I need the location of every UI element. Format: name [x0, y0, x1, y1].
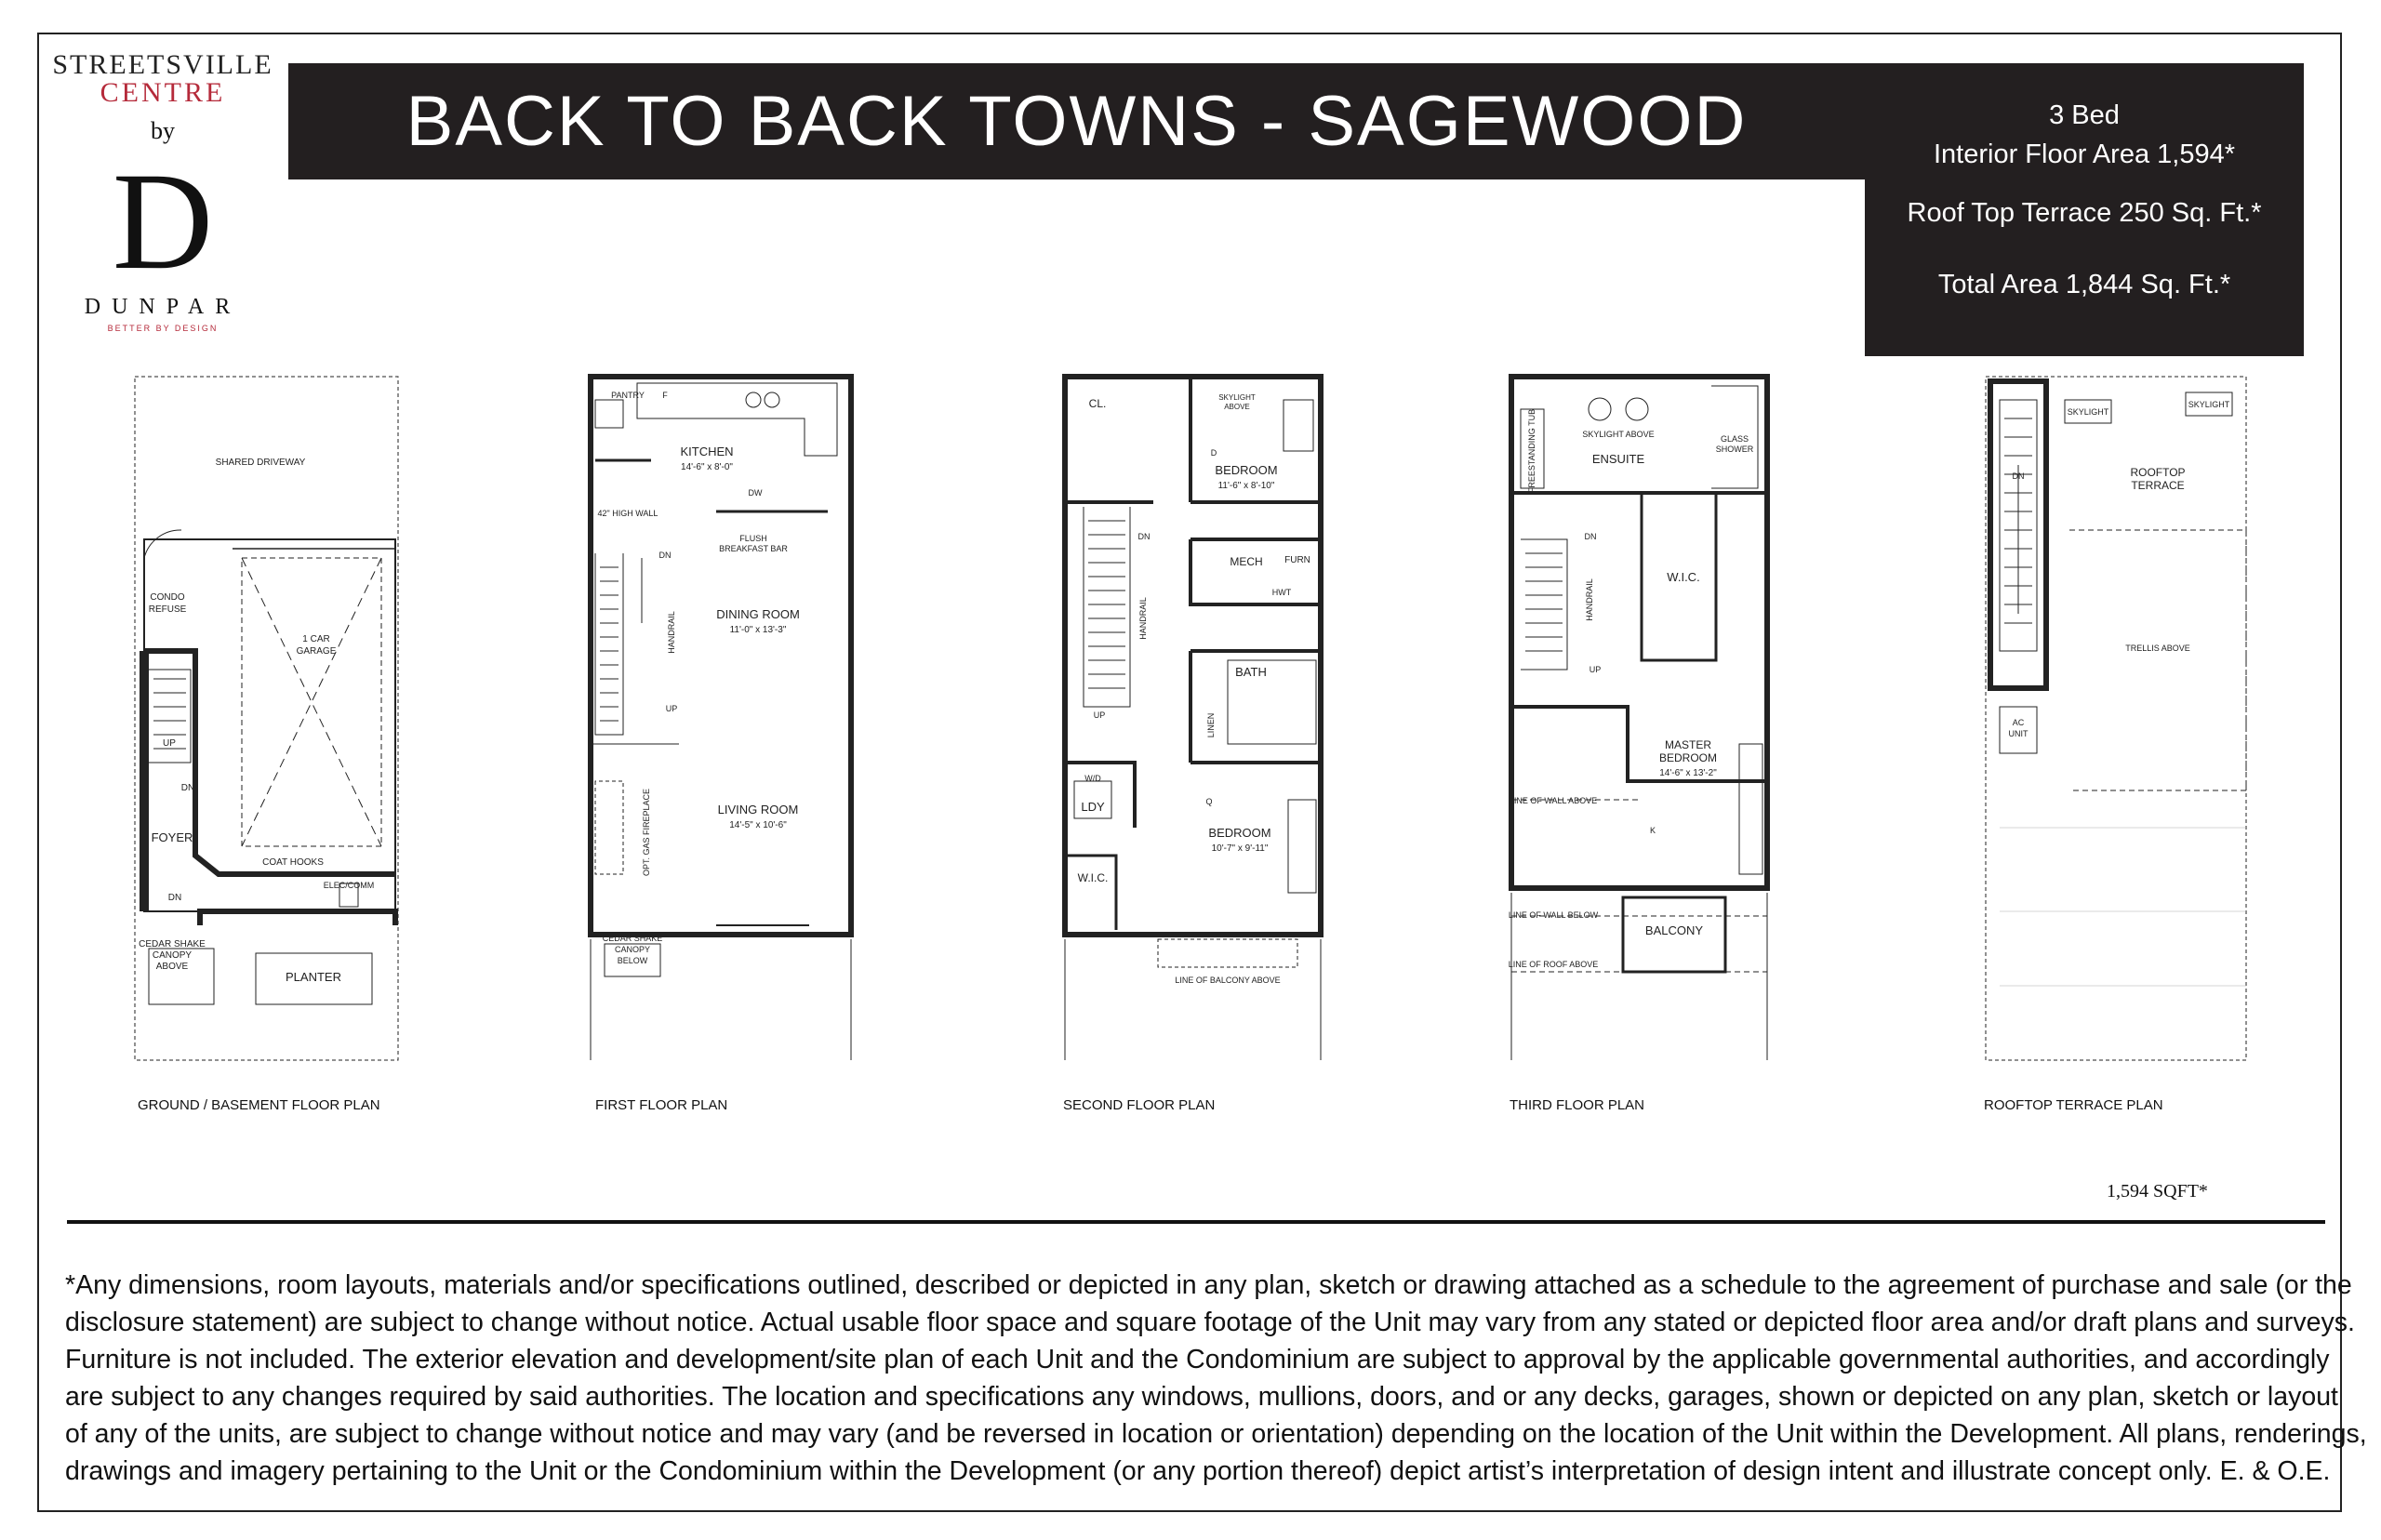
third-wic-label: W.I.C.	[1667, 570, 1700, 584]
hwt-label: HWT	[1271, 588, 1292, 597]
ac-unit-label-2: UNIT	[2008, 729, 2029, 738]
desk-label: D	[1210, 448, 1217, 458]
ground-up-label: UP	[163, 738, 176, 749]
second-handrail-label: HANDRAIL	[1138, 597, 1148, 640]
pantry-label: PANTRY	[611, 391, 645, 400]
second-up-label: UP	[1093, 710, 1106, 720]
disclaimer-line: Furniture is not included. The exterior elevation and development/site plan of each Unit and the Condominium are subject to approval by the applicable governmental authorities, and accordingly	[65, 1345, 2330, 1374]
condo-refuse-label-2: REFUSE	[148, 604, 187, 615]
roof-dn-label: DN	[2012, 471, 2025, 481]
planter-label: PLANTER	[286, 970, 341, 984]
flush-label: FLUSH	[739, 534, 767, 543]
disclaimer-line: *Any dimensions, room layouts, materials and/or specifications outlined, described or depicted in any plan, sketch or drawing attached as a schedule to the agreement of purchase and sale (or the	[65, 1270, 2352, 1300]
mech-label: MECH	[1230, 555, 1263, 568]
rooftop-terrace-plan	[1981, 372, 2260, 1069]
rooftop-terrace-label-1: ROOFTOP	[2130, 466, 2186, 479]
rooftop-terrace-label-2: TERRACE	[2131, 479, 2185, 492]
ground-floor-caption: GROUND / BASEMENT FLOOR PLAN	[138, 1097, 380, 1113]
disclaimer-line: drawings and imagery pertaining to the Unit or the Condominium within the Development (or any portion thereof) depict artist’s interpretation of design intent and illustrate concept only. E. & O.E.	[65, 1456, 2331, 1486]
washer-dryer-label: W/D	[1084, 774, 1101, 783]
bedroom2-label: BEDROOM	[1208, 826, 1271, 840]
ac-unit-label-1: AC	[2012, 718, 2025, 727]
logo-mark: D	[112, 144, 214, 299]
fireplace-label: OPT. GAS FIREPLACE	[642, 788, 651, 877]
roof-skylight-label-2: SKYLIGHT	[2188, 400, 2230, 409]
furnace-label: FURN	[1284, 555, 1310, 565]
disclaimer-line: are subject to any changes required by said authorities. The location and specifications any windows, mullions, doors, and or any decks, garages, shown or depicted on any plan, sketch or layout	[65, 1382, 2338, 1412]
cedar-label-1: CEDAR SHAKE	[139, 939, 206, 949]
breakfast-bar-label: BREAKFAST BAR	[719, 544, 788, 553]
logo-tagline: BETTER BY DESIGN	[107, 324, 219, 333]
logo-line1: STREETSVILLE	[52, 49, 273, 80]
dining-room-label: DINING ROOM	[716, 607, 800, 621]
cedar-label-2: CANOPY	[152, 950, 193, 961]
living-room-label: LIVING ROOM	[717, 803, 799, 816]
disclaimer-line: of any of the units, are subject to change without notice and may vary (and be reversed in location or orientation) depending on the location of the Unit within the Development. All plans, renderings,	[65, 1419, 2367, 1449]
rooftop-caption: ROOFTOP TERRACE PLAN	[1984, 1097, 2163, 1113]
master-bedroom-label-2: BEDROOM	[1658, 751, 1718, 764]
kitchen-label: KITCHEN	[680, 445, 734, 458]
disclaimer	[65, 1267, 2367, 1490]
wall-below-label: LINE OF WALL BELOW	[1508, 910, 1599, 920]
streetsville-dunpar-logo	[51, 51, 274, 349]
ground-floor-plan	[130, 372, 409, 1069]
wall-line-label: LINE OF WALL ABOVE	[1509, 796, 1598, 805]
bath-label: BATH	[1235, 665, 1267, 679]
total-area-stat: Total Area 1,844 Sq. Ft.*	[1937, 270, 2231, 299]
roof-skylight-label-1: SKYLIGHT	[2067, 407, 2109, 417]
page-title: BACK TO BACK TOWNS - SAGEWOOD	[406, 82, 1748, 161]
roof-terrace-stat: Roof Top Terrace 250 Sq. Ft.*	[1907, 198, 2262, 228]
king-bed-label: K	[1649, 826, 1656, 835]
logo-brand: DUNPAR	[84, 295, 242, 319]
laundry-label: LDY	[1081, 800, 1105, 814]
logo-line2: CENTRE	[100, 77, 226, 108]
third-floor-plan	[1507, 372, 1776, 1069]
trellis-label: TRELLIS ABOVE	[2125, 644, 2190, 653]
area-stats-box	[1865, 63, 2304, 356]
elec-comm-label: ELEC/COMM	[323, 881, 375, 890]
second-dn-label: DN	[1137, 532, 1151, 541]
third-skylight-label: SKYLIGHT ABOVE	[1582, 430, 1655, 439]
first-cedar-label-3: BELOW	[617, 956, 648, 965]
high-wall-label: 42" HIGH WALL	[597, 509, 658, 518]
balcony-label: BALCONY	[1644, 923, 1704, 937]
skylight-label-1: SKYLIGHT	[1218, 393, 1256, 402]
bedroom1-dim: 11'-6" x 8'-10"	[1217, 481, 1275, 491]
dishwasher-label: DW	[748, 488, 763, 498]
driveway-label: SHARED DRIVEWAY	[215, 458, 306, 468]
sqft-label: 1,594 SQFT*	[2107, 1181, 2208, 1201]
title-banner	[288, 63, 1865, 179]
fridge-label: F	[662, 391, 668, 400]
divider-rule	[67, 1220, 2325, 1224]
first-floor-caption: FIRST FLOOR PLAN	[595, 1097, 728, 1113]
first-cedar-label-1: CEDAR SHAKE	[602, 934, 663, 943]
interior-area-stat: Interior Floor Area 1,594*	[1933, 139, 2235, 169]
skylight-label-2: ABOVE	[1224, 403, 1250, 411]
second-floor-caption: SECOND FLOOR PLAN	[1063, 1097, 1216, 1113]
ground-dn2-label: DN	[167, 893, 182, 903]
garage-label-1: 1 CAR	[302, 634, 330, 644]
master-bedroom-dim: 14'-6" x 13'-2"	[1659, 768, 1717, 778]
bedroom2-dim: 10'-7" x 9'-11"	[1211, 843, 1269, 854]
third-up-label: UP	[1589, 665, 1602, 674]
first-dn-label: DN	[658, 551, 672, 560]
second-wic-label: W.I.C.	[1077, 871, 1109, 884]
living-room-dim: 14'-5" x 10'-6"	[729, 820, 787, 830]
beds-stat: 3 Bed	[2049, 100, 2120, 130]
kitchen-dim: 14'-6" x 8'-0"	[681, 462, 733, 472]
second-floor-plan	[1060, 372, 1330, 1069]
dining-room-dim: 11'-0" x 13'-3"	[729, 625, 787, 635]
third-handrail-label: HANDRAIL	[1585, 578, 1594, 621]
tub-label: FREESTANDING TUB	[1527, 408, 1536, 494]
first-cedar-label-2: CANOPY	[614, 945, 651, 954]
bedroom1-label: BEDROOM	[1215, 463, 1278, 477]
cedar-label-3: ABOVE	[155, 962, 189, 972]
roof-above-label: LINE OF ROOF ABOVE	[1508, 960, 1599, 969]
ground-dn-label: DN	[180, 783, 195, 793]
first-up-label: UP	[665, 704, 678, 713]
disclaimer-line: disclosure statement) are subject to change without notice. Actual usable floor space and square footage of the Unit may vary from any stated or depicted floor area and/or draft plans and surveys.	[65, 1308, 2355, 1337]
first-handrail-label: HANDRAIL	[667, 611, 676, 654]
garage-label-2: GARAGE	[296, 646, 337, 657]
queen-bed-label: Q	[1205, 797, 1213, 806]
glass-shower-label-2: SHOWER	[1715, 445, 1754, 454]
logo-by: by	[151, 117, 175, 144]
closet-label: CL.	[1088, 397, 1107, 410]
linen-label: LINEN	[1206, 712, 1216, 738]
balcony-line-label: LINE OF BALCONY ABOVE	[1175, 976, 1281, 985]
foyer-label: FOYER	[151, 830, 193, 844]
third-floor-caption: THIRD FLOOR PLAN	[1510, 1097, 1645, 1113]
coat-hooks-label: COAT HOOKS	[262, 857, 324, 868]
glass-shower-label-1: GLASS	[1720, 434, 1749, 444]
third-dn-label: DN	[1584, 532, 1597, 541]
master-bedroom-label-1: MASTER	[1664, 738, 1712, 751]
ensuite-label: ENSUITE	[1591, 452, 1645, 466]
condo-refuse-label-1: CONDO	[150, 592, 185, 603]
first-floor-plan	[586, 372, 856, 1069]
